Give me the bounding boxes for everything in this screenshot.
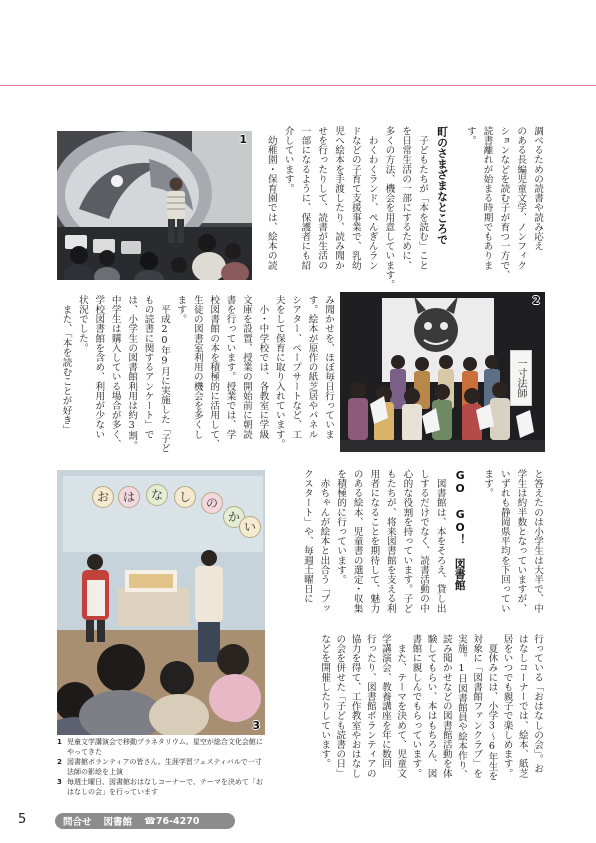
caption-line: 毎週土曜日、図書館おはなしコーナーで、テーマを決めて「お	[67, 778, 263, 786]
caption-line: 児童文学講演会で移動プラネタリウム。星空が総合文化会館に	[67, 738, 263, 746]
contact-phone: ☎76-4270	[144, 815, 200, 827]
storyteller-right	[195, 550, 223, 662]
text-line: もたちが、将来図書館を支える利	[384, 469, 396, 613]
text-line: 一部になるように、保護者にも紹	[299, 126, 311, 270]
text-line: 書を行っています。授業では、学	[224, 295, 236, 439]
text-line: のある長編児童文学、ノンフィク	[515, 126, 527, 270]
banner-letter: の	[201, 492, 223, 514]
banner-letter: は	[118, 486, 140, 508]
header-rule	[0, 85, 596, 86]
text-line: せを行ったりして、読書が生活の	[316, 126, 328, 270]
text-line: 児へ絵本を手渡したり、読み聞か	[333, 126, 345, 270]
text-line: もの読書に関するアンケート」で	[142, 295, 154, 439]
caption-text	[67, 777, 263, 797]
text-line: を日常生活の一部にするために、	[400, 126, 412, 270]
caption-line: 図書館ボランティアの皆さん。生涯学習フェスティバルで一寸	[67, 758, 262, 766]
section-heading: GO GO！ 図書館	[453, 469, 467, 591]
section-heading: 町のさまざまなところで	[436, 126, 450, 245]
banner-letter: し	[174, 486, 196, 508]
text-line: 対象に「図書館ファンクラブ」を	[471, 634, 483, 778]
text-line: クスタート」や、毎週土曜日に	[301, 469, 313, 604]
caption-line: 法師の影絵を上演	[67, 768, 123, 776]
text-line: す。	[464, 126, 476, 146]
photo-captions	[57, 737, 273, 797]
text-line: はなしコーナーでは、絵本、紙芝	[516, 634, 528, 778]
text-line: また、「本を読むことが好き」	[60, 295, 72, 435]
caption-number: 2	[57, 758, 62, 766]
caption-text	[67, 757, 262, 777]
text-line: の会を併せた「子ども読書の日」	[334, 634, 346, 778]
text-line: 多くの方法、機会を用意しています。	[383, 126, 395, 290]
caption-line: やってきた	[67, 748, 102, 756]
text-line: を積極的に行っています。	[335, 469, 347, 585]
caption-text	[67, 737, 263, 757]
text-line: ションなどを読む子が育つ一方で、	[498, 126, 510, 280]
text-line: 学校図書館を含め、利用が少ない	[93, 295, 105, 439]
text-line: 小・中学校では、各教室に学級	[257, 295, 269, 439]
text-line: 介しています。	[282, 126, 294, 194]
page-number: 5	[18, 812, 27, 827]
text-line: 図書館は、本をそろえ、貸し出	[434, 469, 446, 613]
text-line: 心的な役割を持っています。子ど	[401, 469, 413, 613]
contact-info	[55, 813, 235, 829]
banner-letter: な	[146, 484, 168, 506]
caption-3	[57, 777, 273, 797]
photo-planetarium-lecture	[57, 131, 252, 280]
article-block-lower-upper-tier	[298, 469, 545, 629]
text-line: 書館に親しんでもらっています。	[410, 634, 422, 778]
banner-letter: か	[223, 506, 245, 528]
text-line: 平成20年9月に実施した「子ど	[158, 295, 170, 453]
text-line: は、小学生の図書館利用は約3割。	[126, 295, 138, 450]
caption-2	[57, 757, 273, 777]
article-block-lower-lower-tier	[317, 634, 545, 784]
text-line: わくわくランド、ぺんぎんラン	[366, 126, 378, 270]
text-line: 行っている「おはなしの会」。お	[532, 634, 543, 774]
text-line: のある絵本、児童書の選定・収集	[351, 469, 363, 613]
text-line: 夫をして保育に取り入れています。	[273, 295, 285, 449]
text-line: 験してもらい、本はもちろん、図	[425, 634, 437, 778]
article-block-middle	[57, 295, 336, 457]
paragraph-lines	[317, 634, 545, 784]
paragraph-lines	[298, 469, 447, 629]
text-line: 学生は約半数となっていますが、	[515, 469, 527, 613]
text-line: 行ったり、図書館ボランティアの	[364, 634, 376, 778]
text-line: 状況でした。	[76, 295, 88, 353]
floor	[340, 440, 545, 452]
caption-number: 1	[57, 738, 62, 746]
photo-number: 3	[252, 719, 260, 732]
contact-label: 問合せ	[63, 817, 92, 828]
text-line: シアター、ペープサートなど、工	[290, 295, 302, 439]
text-line: また、テーマを決めて、児童文	[395, 634, 407, 778]
text-line: 子どもたちが「本を読む」こと	[417, 126, 429, 270]
photo-number: 2	[532, 294, 540, 307]
photo-storytelling-session	[57, 470, 265, 735]
article-block-upper	[262, 126, 545, 290]
text-line: 学講演会、教養講座を年に数回	[379, 634, 391, 769]
text-line: 居をいつでも親子で楽しめます。	[501, 634, 513, 778]
text-line: 幼稚園・保育園では、絵本の読	[265, 126, 277, 270]
text-line: ドなどの子育て支援事業で、乳幼	[349, 126, 361, 270]
paragraph-lines	[461, 126, 545, 286]
play-title-sign: 一寸法師	[510, 350, 532, 406]
text-line: み聞かせを、ほぼ毎日行っていま	[323, 295, 334, 439]
text-line: いずれも静岡県平均を下回ってい	[498, 469, 510, 613]
caption-number: 3	[57, 778, 62, 786]
text-line: 夏休みには、小学3～6年生を	[486, 634, 498, 781]
text-line: 校図書館の本を積極的に活用して、	[208, 295, 220, 449]
text-line: 中学生は購入している場合が多く、	[109, 295, 121, 449]
paragraph-lines	[262, 126, 430, 290]
text-line: ます。	[482, 469, 494, 498]
banner-letter: い	[239, 516, 261, 538]
photo-1-image	[57, 131, 252, 280]
contact-office: 図書館	[103, 817, 133, 828]
text-line: などを開催したりしています。	[319, 634, 331, 769]
caption-1	[57, 737, 273, 757]
text-line: 文庫を設置、授業の開始前に朝読	[240, 295, 252, 439]
banner-letter: お	[92, 486, 114, 508]
text-line: 実施。1日図書館員や絵本作り、	[455, 634, 467, 780]
text-line: 赤ちゃんが絵本と出合う「ブッ	[318, 469, 330, 613]
text-line: 用者になることを期待して、魅力	[368, 469, 380, 613]
text-line: 生徒の図書室利用の機会を多くし	[191, 295, 203, 439]
text-line: しするだけでなく、読書活動の中	[418, 469, 430, 613]
caption-line: はなしの会」を行っています	[67, 788, 158, 796]
photo-number: 1	[239, 133, 247, 146]
text-line: 協力を得て、工作教室やおはなし	[349, 634, 361, 778]
photo-library-volunteers	[340, 292, 545, 452]
paragraph-lines	[479, 469, 545, 629]
paragraph-lines	[57, 295, 336, 457]
text-line: す。絵本が原作の紙芝居やパネル	[306, 295, 318, 439]
text-line: 読み聞かせなどの図書館活動を体	[440, 634, 452, 778]
text-line: ます。	[175, 295, 187, 324]
text-line: 読書離れが始まる時期でもありま	[481, 126, 493, 270]
text-line: と答えたのは小学生は大半で、中	[532, 469, 543, 613]
text-line: 調べるための読書や読み応え	[532, 126, 543, 251]
